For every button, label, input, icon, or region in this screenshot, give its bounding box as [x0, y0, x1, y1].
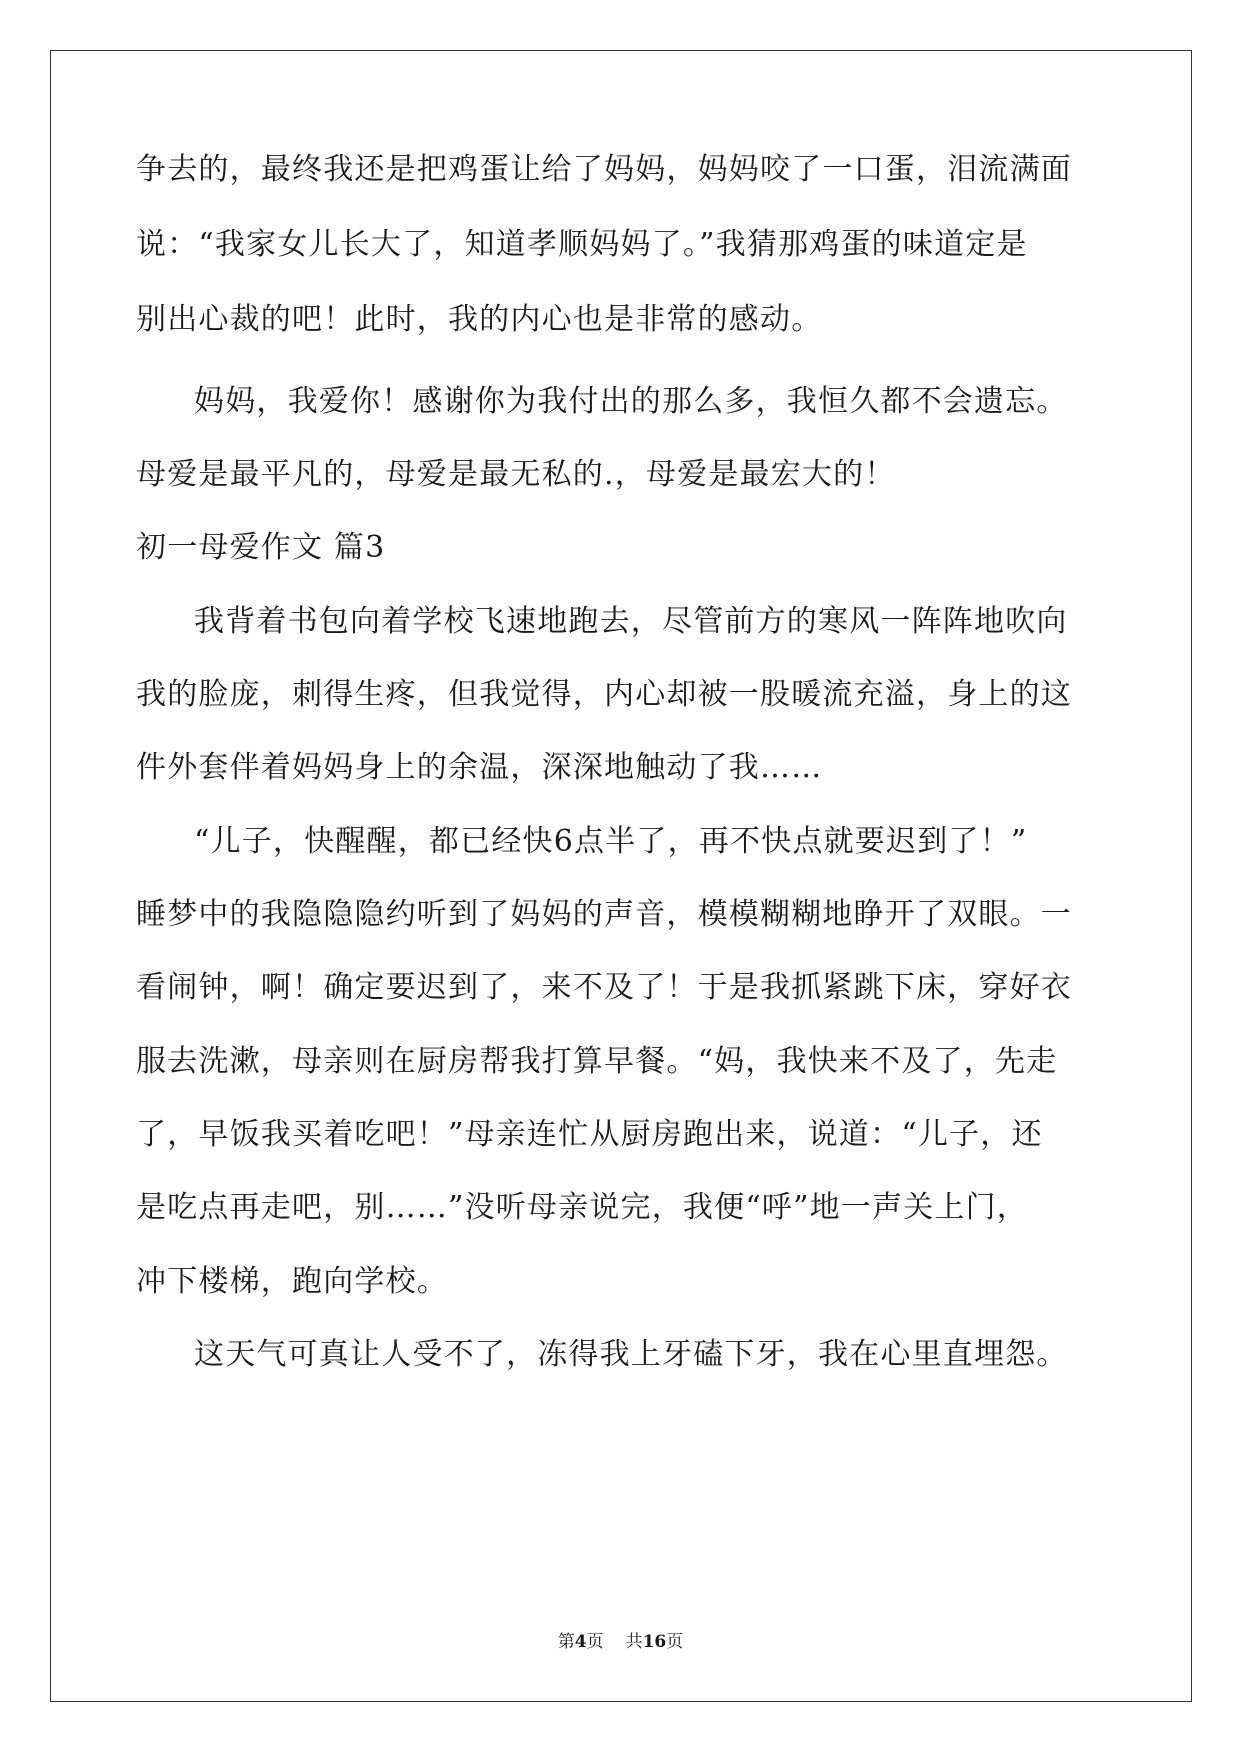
page-border [50, 50, 1192, 1702]
text-line-5: 母爱是最平凡的，母爱是最无私的.，母爱是最宏大的！ [136, 457, 896, 492]
text-line-10: “儿子，快醒醒，都已经快6点半了，再不快点就要迟到了！” [194, 824, 1028, 859]
footer-page-prefix: 第 [557, 1632, 575, 1652]
text-line-13: 服去洗漱，母亲则在厨房帮我打算早餐。“妈，我快来不及了，先走 [136, 1044, 1058, 1079]
text-line-15: 是吃点再走吧，别……”没听母亲说完，我便“呼”地一声关上门， [136, 1190, 1029, 1225]
section-heading: 初一母爱作文 篇3 [136, 530, 386, 565]
footer-total-suffix: 页 [666, 1632, 684, 1652]
text-line-8: 我的脸庞，刺得生疼，但我觉得，内心却被一股暖流充溢，身上的这 [136, 677, 1072, 712]
text-line-9: 件外套伴着妈妈身上的余温，深深地触动了我…… [136, 750, 823, 785]
footer-total-pages: 16 [642, 1632, 667, 1652]
footer-total-prefix: 共 [625, 1632, 643, 1652]
text-line-1: 争去的，最终我还是把鸡蛋让给了妈妈，妈妈咬了一口蛋，泪流满面 [136, 152, 1072, 187]
footer-page-number: 4 [574, 1632, 587, 1652]
footer-page-suffix: 页 [586, 1632, 604, 1652]
text-line-16: 冲下楼梯，跑向学校。 [136, 1264, 448, 1299]
text-line-14: 了，早饭我买着吃吧！”母亲连忙从厨房跑出来，说道：“儿子，还 [136, 1117, 1043, 1152]
text-line-7: 我背着书包向着学校飞速地跑去，尽管前方的寒风一阵阵地吹向 [194, 604, 1068, 639]
text-line-3: 别出心裁的吧！此时，我的内心也是非常的感动。 [136, 302, 823, 337]
page-footer [0, 1630, 1241, 1654]
text-line-12: 看闹钟，啊！确定要迟到了，来不及了！于是我抓紧跳下床，穿好衣 [136, 970, 1072, 1005]
text-line-17: 这天气可真让人受不了，冻得我上牙磕下牙，我在心里直埋怨。 [194, 1337, 1068, 1372]
text-line-11: 睡梦中的我隐隐隐约听到了妈妈的声音，模模糊糊地睁开了双眼。一 [136, 897, 1072, 932]
text-line-4: 妈妈，我爱你！感谢你为我付出的那么多，我恒久都不会遗忘。 [194, 384, 1068, 419]
text-line-2: 说：“我家女儿长大了，知道孝顺妈妈了。”我猜那鸡蛋的味道定是 [136, 227, 1028, 262]
